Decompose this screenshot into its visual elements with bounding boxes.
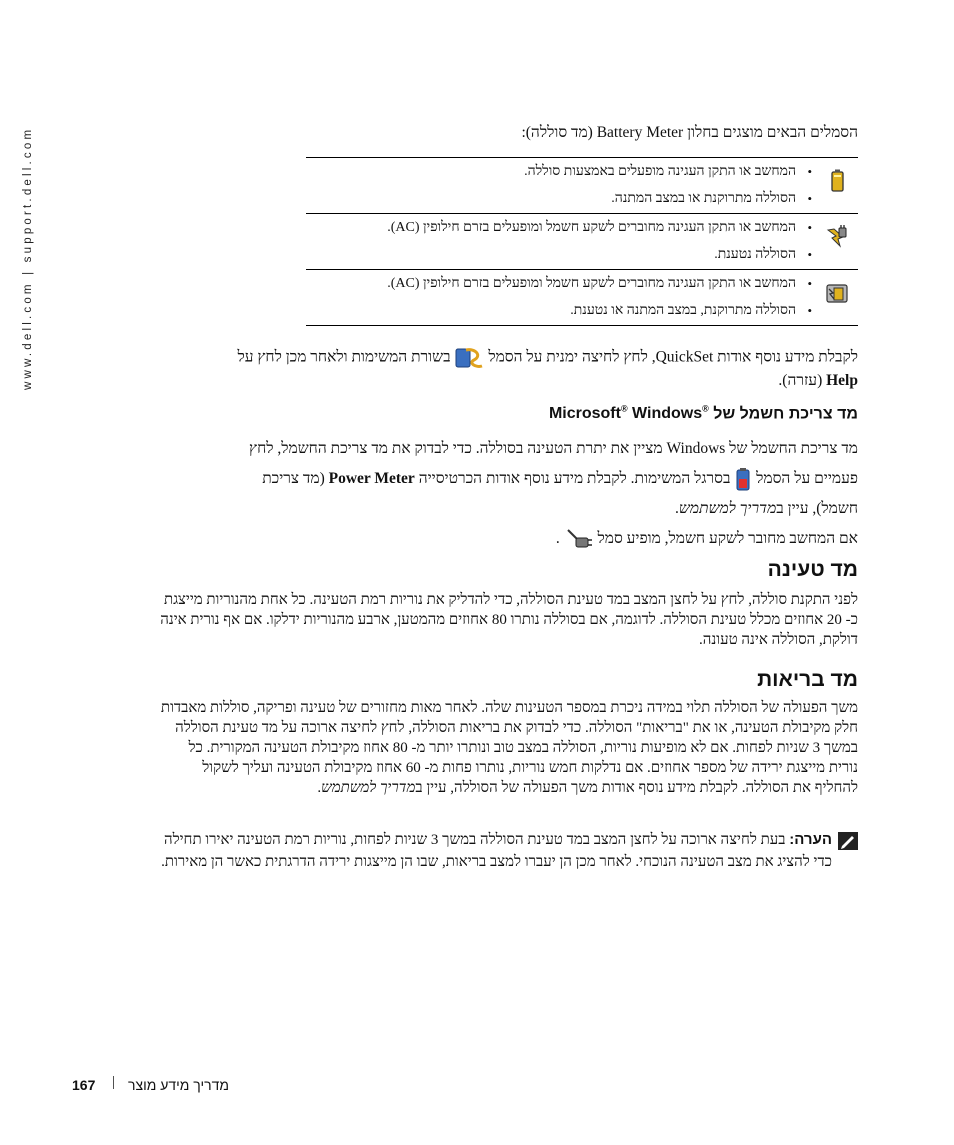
user-guide-ref: מדריך למשתמש <box>678 500 777 517</box>
charge-gauge-heading: מד טעינה <box>767 558 858 581</box>
quickset-text-after: בשורת המשימות ולאחר מכן לחץ על <box>237 348 451 366</box>
windows-line-4 <box>158 524 858 554</box>
ac-plug-icon <box>824 224 850 250</box>
text-segment: משך הפעולה של הסוללה תלוי במידה ניכרת במספר הטעינות שלה. לאחר מאות מחזורים של טעינה ופריקה, סוללות מאבדות חלק מקיבולת הטעינה, או את "בריאות" הסוללה. כדי לבדוק את בריאות הסוללה, לחץ לחיצה ארוכה על מד טעינת הסוללה במשך 3 שניות לפחות. אם לא מופיעות נוריות, הסוללה במצב טוב ונותרו יותר מ- 80 אחוז מקיבולת הטעינה המקורית. כל נורית מייצגת ירידה של מספר אחוזים. אם נדלקות חמש נוריות, נותרו פחות מ- 60 אחוז מקיבולת הטעינה ועליך לשקול להחליף את הסוללה. לקבלת מידע נוסף אודות משך הפעולה של הסוללה, עיין ב <box>160 700 858 796</box>
text-segment: (מד צריכת <box>262 470 325 487</box>
text-segment: פעמיים על הסמל <box>756 470 858 487</box>
heading-prefix: מד צריכת חשמל של <box>713 405 858 423</box>
table-row <box>306 269 858 326</box>
footer-separator: | <box>112 1074 116 1090</box>
footer-title: מדריך מידע מוצר <box>128 1077 229 1093</box>
health-gauge-paragraph <box>158 698 858 798</box>
help-translation: (עזרה). <box>778 372 823 389</box>
power-meter-label: Power Meter <box>328 470 415 487</box>
quickset-paragraph <box>158 346 858 392</box>
note-text: בעת לחיצה ארוכה על לחצן המצב במד טעינת הסוללה במשך 3 שניות לפחות, נוריות רמת הטעינה יאירו תחילה כדי להציג את מצב הטעינה הנוכחי. לאחר מכן הן יעברו למצב בריאות, שבו הן מייצגות ירידה הדרגתית כאשר הן מאירות. <box>161 832 832 870</box>
text-segment: . <box>675 500 679 517</box>
text-segment: . <box>317 780 322 796</box>
list-item: • המחשב או התקן העגינה מחוברים לשקע חשמל ומופעלים בזרם חילופין (AC). <box>306 214 796 241</box>
reg-mark: ® <box>702 404 709 414</box>
list-item: • הסוללה נטענת. <box>306 241 796 268</box>
list-item: • הסוללה מתרוקנת או במצב המתנה. <box>306 185 796 212</box>
heading-brand <box>549 405 709 422</box>
user-guide-ref: מדריך למשתמש <box>321 780 416 796</box>
list-item: • המחשב או התקן העגינה מופעלים באמצעות סוללה. <box>306 158 796 185</box>
table-row <box>306 213 858 269</box>
note-paragraph <box>158 829 858 873</box>
health-gauge-heading: מד בריאות <box>757 668 858 691</box>
windows-power-meter-heading <box>549 404 858 423</box>
ac-battery-icon <box>824 280 850 306</box>
side-url-text: www.dell.com | support.dell.com <box>22 126 34 390</box>
ac-power-plug-icon <box>564 526 594 552</box>
battery-icon <box>824 168 850 194</box>
list-item: • המחשב או התקן העגינה מחוברים לשקע חשמל ומופעלים בזרם חילופין (AC). <box>306 270 796 297</box>
page-number: 167 <box>72 1077 96 1093</box>
heading-microsoft: Microsoft <box>548 405 621 423</box>
text-segment: אם המחשב מחובר לשקע חשמל, מופיע סמל <box>597 530 858 547</box>
help-label: Help <box>826 372 858 389</box>
windows-power-meter-paragraph <box>158 434 858 554</box>
windows-line-1: מד צריכת החשמל של Windows מציין את יתרת הטעינה בסוללה. כדי לבדוק את מד צריכת החשמל, לחץ <box>249 440 858 457</box>
quickset-icon <box>454 346 484 370</box>
text-segment: חשמל), עיין ב <box>776 500 858 517</box>
side-url <box>22 120 58 400</box>
text-segment: בסרגל המשימות. לקבלת מידע נוסף אודות הכרטיסייה <box>418 470 731 487</box>
note-label: הערה: <box>789 831 832 848</box>
windows-line-3 <box>158 494 858 524</box>
text-segment: . <box>555 530 560 547</box>
quickset-text-before: לקבלת מידע נוסף אודות QuickSet, לחץ לחיצה ימנית על הסמל <box>488 348 858 366</box>
heading-windows: Windows <box>632 405 703 423</box>
battery-icons-table <box>306 157 858 326</box>
table-row <box>306 157 858 213</box>
windows-line-2 <box>158 464 858 494</box>
power-meter-icon <box>734 466 752 492</box>
charge-gauge-paragraph: לפני התקנת סוללה, לחץ על לחצן המצב במד טעינת הסוללה, כדי להדליק את נוריות רמת הטעינה. כל אחת מהנוריות מייצגת כ- 20 אחוזים מכלל טעינת הסוללה. לדוגמה, אם בסוללה נותרו 80 אחוזים מהמטען, ארבע מהנוריות ידלקו. אם אף נורית אינה דולקת, הסוללה אינה טעונה. <box>160 592 858 648</box>
list-item: • הסוללה מתרוקנת, במצב המתנה או נטענת. <box>306 297 796 324</box>
intro-text: הסמלים הבאים מוצגים בחלון Battery Meter (מד סוללה): <box>521 124 858 141</box>
reg-mark: ® <box>620 404 628 414</box>
